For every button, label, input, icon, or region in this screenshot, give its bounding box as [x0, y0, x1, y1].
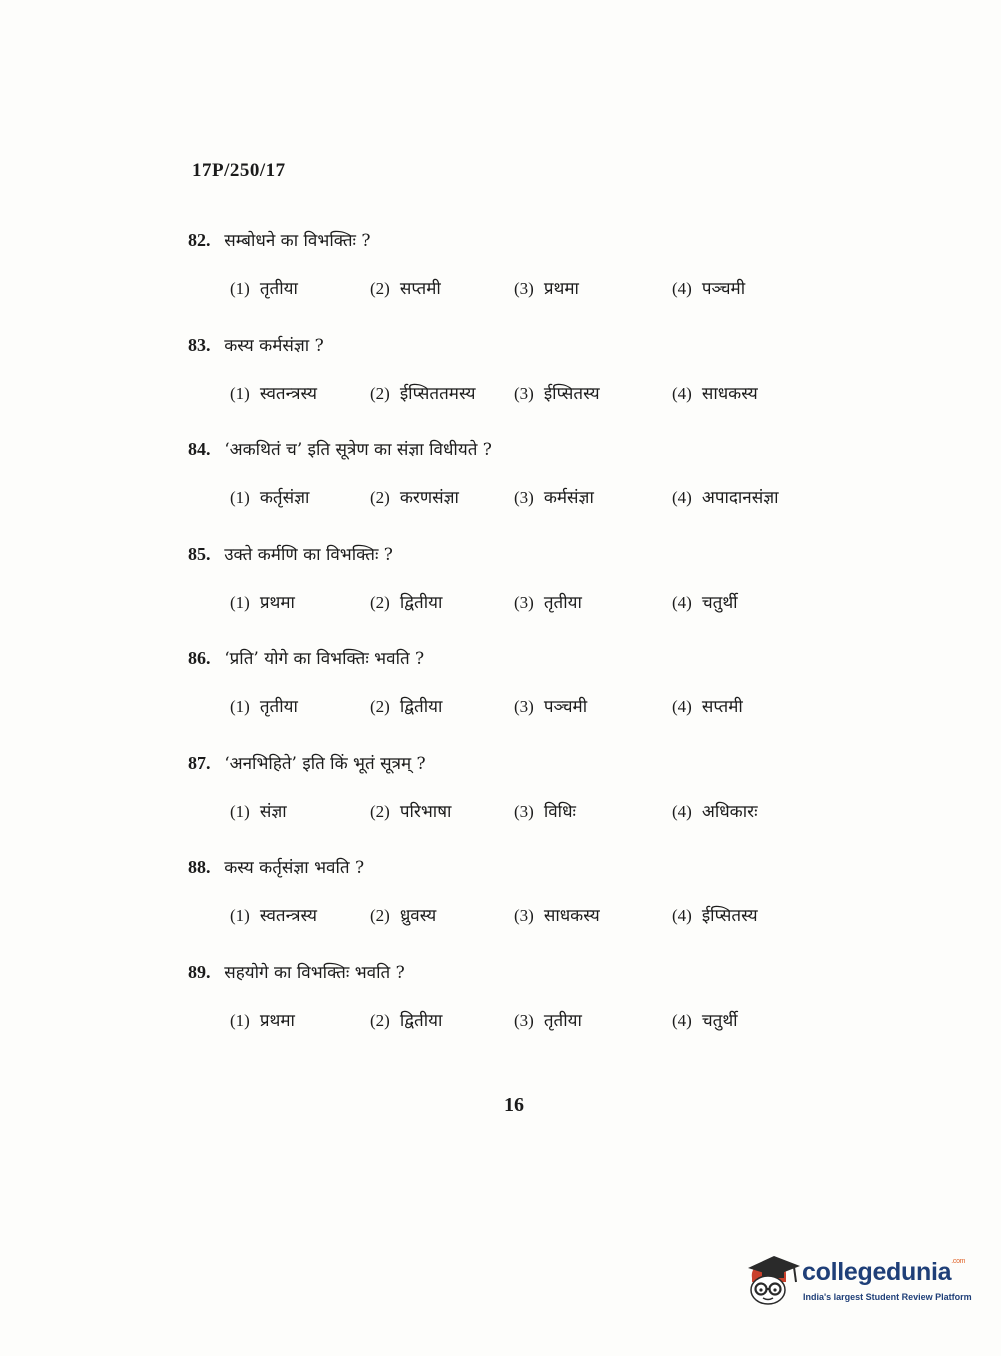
option-1 [230, 1008, 295, 1031]
question-number: 86. [188, 648, 211, 668]
option-number: (4) [672, 906, 692, 925]
option-text: तृतीया [259, 279, 298, 299]
option-1 [230, 590, 295, 613]
option-text: कर्मसंज्ञा [543, 488, 594, 508]
options-row [230, 590, 830, 620]
option-text: अपादानसंज्ञा [701, 488, 779, 508]
option-number: (3) [514, 488, 534, 507]
option-text: चतुर्थी [701, 1010, 738, 1031]
option-number: (4) [672, 697, 692, 716]
options-row [230, 276, 830, 306]
option-text: द्वितीया [399, 1010, 443, 1031]
question-text: ‘अनभिहिते’ इति किं भूतं सूत्रम् ? [224, 753, 426, 774]
option-3 [514, 590, 582, 613]
question-number: 82. [188, 230, 211, 250]
option-2 [370, 276, 441, 299]
option-text: ध्रुवस्य [399, 906, 437, 926]
option-text: अधिकारः [701, 801, 758, 822]
option-number: (3) [514, 697, 534, 716]
option-4 [672, 903, 758, 926]
option-number: (2) [370, 279, 390, 298]
option-number: (3) [514, 1010, 534, 1030]
option-text: प्रथमा [259, 592, 295, 613]
option-1 [230, 694, 298, 717]
brand-tagline: India's largest Student Review Platform [803, 1292, 972, 1302]
option-3 [514, 276, 579, 299]
option-text: तृतीया [259, 697, 298, 717]
question-number: 84. [188, 439, 211, 459]
options-row [230, 485, 830, 515]
option-2 [370, 485, 459, 508]
option-3 [514, 381, 600, 404]
option-text: पञ्चमी [543, 697, 588, 717]
option-number: (3) [514, 801, 534, 821]
option-4 [672, 1008, 738, 1031]
option-number: (3) [514, 592, 534, 612]
question-82 [188, 228, 828, 333]
question-number: 89. [188, 961, 211, 982]
option-text: ईप्सितस्य [543, 383, 600, 404]
brand-name [802, 1258, 965, 1287]
option-text: परिभाषा [399, 801, 452, 822]
option-number: (1) [230, 383, 250, 403]
option-4 [672, 276, 745, 299]
question-number: 88. [188, 857, 211, 877]
collegedunia-watermark [742, 1252, 972, 1312]
option-number: (2) [370, 592, 390, 612]
option-text: प्रथमा [543, 279, 579, 299]
question-line [188, 646, 424, 669]
paper-code: 17P/250/17 [192, 160, 286, 181]
options-row [230, 694, 830, 724]
option-number: (4) [672, 592, 692, 612]
question-83 [188, 333, 828, 438]
option-text: स्वतन्त्रस्य [259, 383, 317, 404]
question-number: 87. [188, 752, 211, 773]
option-number: (1) [230, 906, 250, 925]
option-text: ईप्सिततमस्य [399, 383, 476, 404]
option-number: (2) [370, 801, 390, 821]
option-text: साधकस्य [543, 906, 600, 926]
option-number: (4) [672, 488, 692, 507]
option-number: (4) [672, 279, 692, 298]
question-line [188, 333, 324, 356]
question-line [188, 855, 364, 878]
question-text: सम्बोधने का विभक्तिः ? [224, 231, 371, 251]
option-text: विधिः [543, 801, 576, 822]
option-1 [230, 799, 287, 822]
options-row [230, 381, 830, 411]
option-3 [514, 694, 587, 717]
question-text: कस्य कर्मसंज्ञा ? [224, 335, 324, 356]
question-89 [188, 960, 828, 1065]
option-text: द्वितीया [399, 592, 443, 613]
option-text: ईप्सितस्य [701, 906, 758, 926]
option-4 [672, 381, 758, 404]
option-number: (1) [230, 1010, 250, 1030]
question-line [188, 228, 370, 251]
option-number: (1) [230, 279, 250, 298]
option-4 [672, 694, 743, 717]
question-85 [188, 542, 828, 647]
option-1 [230, 903, 317, 926]
option-text: करणसंज्ञा [399, 488, 459, 508]
option-text: साधकस्य [701, 383, 758, 404]
graduate-mascot-icon [742, 1252, 800, 1310]
question-number: 83. [188, 334, 211, 355]
option-number: (4) [672, 801, 692, 821]
question-line [188, 960, 405, 983]
option-number: (3) [514, 279, 534, 298]
option-number: (1) [230, 488, 250, 507]
options-row [230, 903, 830, 933]
page-number: 16 [504, 1094, 524, 1116]
option-text: तृतीया [543, 1010, 582, 1031]
option-text: सप्तमी [701, 697, 743, 717]
option-text: सप्तमी [399, 279, 441, 299]
option-number: (2) [370, 1010, 390, 1030]
question-88 [188, 855, 828, 960]
option-text: संज्ञा [259, 801, 287, 822]
option-text: द्वितीया [399, 697, 443, 717]
options-row [230, 1008, 830, 1038]
option-1 [230, 276, 298, 299]
option-2 [370, 590, 442, 613]
option-2 [370, 903, 436, 926]
option-number: (1) [230, 592, 250, 612]
option-number: (4) [672, 383, 692, 403]
option-text: स्वतन्त्रस्य [259, 906, 317, 926]
option-text: चतुर्थी [701, 592, 738, 613]
question-text: कस्य कर्तृसंज्ञा भवति ? [224, 858, 365, 878]
option-2 [370, 694, 442, 717]
question-text: ‘प्रति’ योगे का विभक्तिः भवति ? [224, 649, 425, 669]
option-text: प्रथमा [259, 1010, 295, 1031]
question-84 [188, 437, 828, 542]
question-text: ‘अकथितं च’ इति सूत्रेण का संज्ञा विधीयते ? [224, 440, 492, 460]
option-number: (1) [230, 801, 250, 821]
option-3 [514, 1008, 582, 1031]
question-line [188, 751, 426, 774]
option-number: (2) [370, 383, 390, 403]
option-2 [370, 381, 475, 404]
option-number: (2) [370, 697, 390, 716]
question-87 [188, 751, 828, 856]
question-list [188, 228, 828, 1064]
question-86 [188, 646, 828, 751]
question-text: सहयोगे का विभक्तिः भवति ? [224, 962, 405, 983]
option-number: (3) [514, 383, 534, 403]
option-3 [514, 485, 594, 508]
option-number: (4) [672, 1010, 692, 1030]
question-text: उक्ते कर्मणि का विभक्तिः ? [224, 544, 393, 565]
option-4 [672, 590, 738, 613]
question-line [188, 542, 393, 565]
option-4 [672, 799, 758, 822]
question-line [188, 437, 492, 460]
option-3 [514, 903, 600, 926]
option-1 [230, 381, 317, 404]
option-2 [370, 799, 451, 822]
option-1 [230, 485, 309, 508]
option-2 [370, 1008, 442, 1031]
brand-name-text: collegedunia [802, 1258, 952, 1286]
option-number: (1) [230, 697, 250, 716]
option-number: (2) [370, 906, 390, 925]
options-row [230, 799, 830, 829]
option-4 [672, 485, 779, 508]
option-text: तृतीया [543, 592, 582, 613]
option-number: (2) [370, 488, 390, 507]
option-text: कर्तृसंज्ञा [259, 488, 310, 508]
option-text: पञ्चमी [701, 279, 746, 299]
brand-suffix: .com [951, 1258, 966, 1265]
question-number: 85. [188, 543, 211, 564]
option-3 [514, 799, 576, 822]
option-number: (3) [514, 906, 534, 925]
